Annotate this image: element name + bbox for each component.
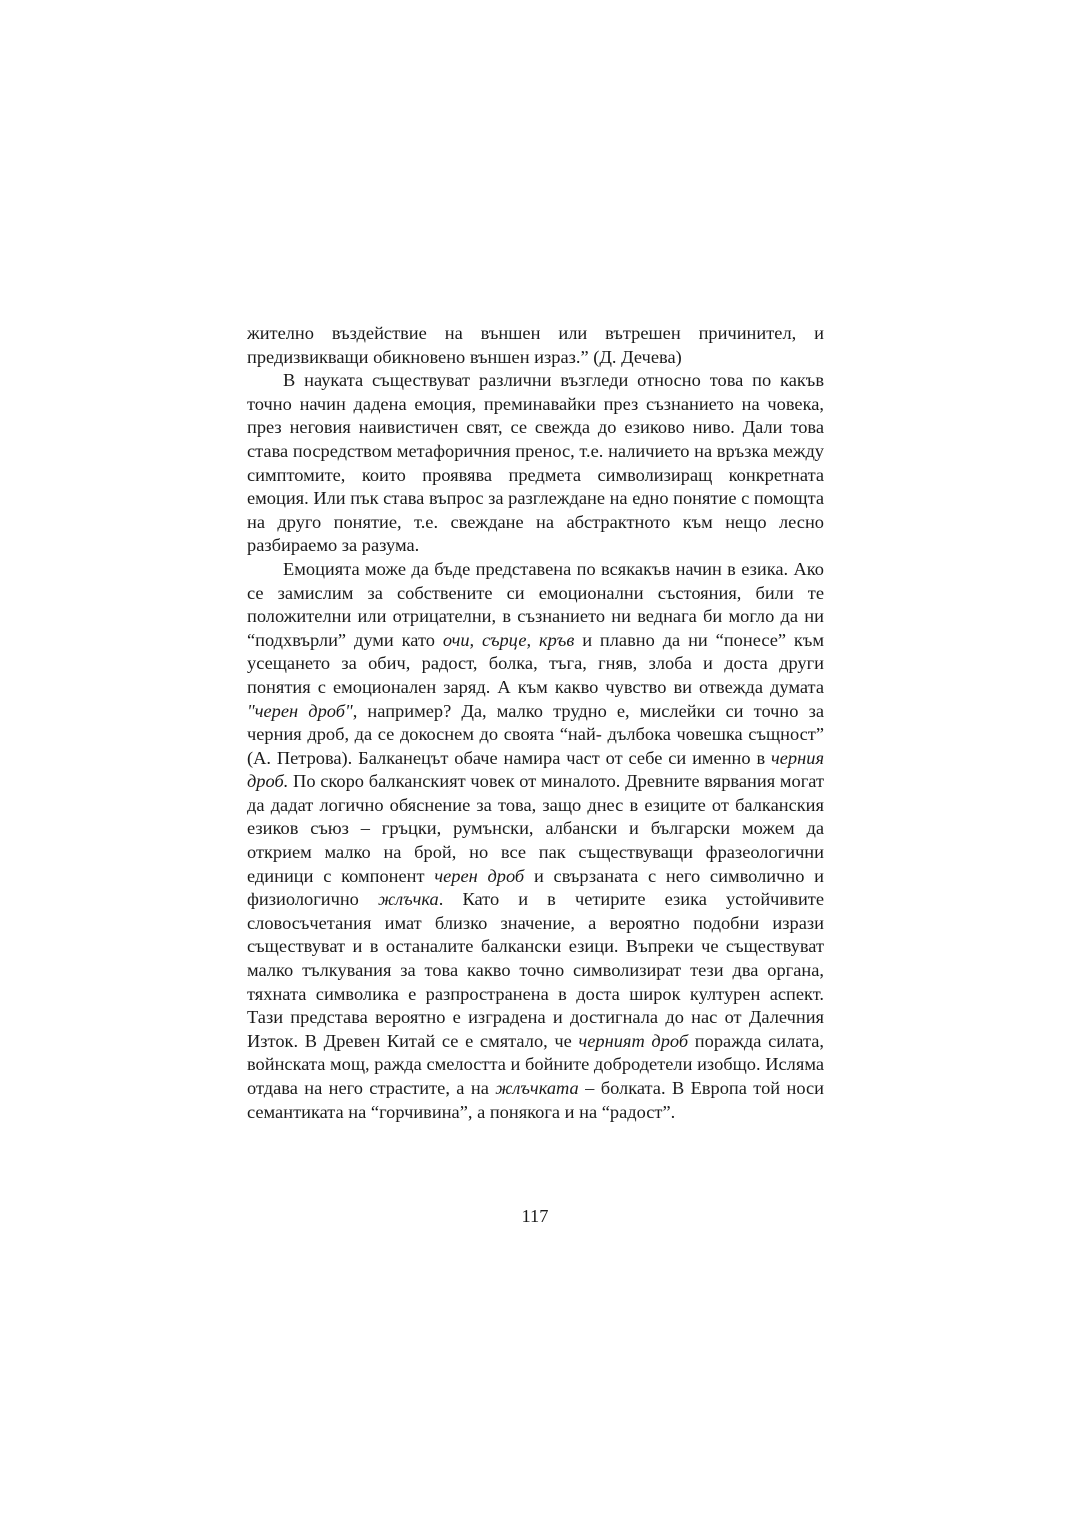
text-run: . Като и в четирите езика устойчивите словосъчетания имат близко значение, а вероятно подобни изрази съществуват и в останалите балкански езици. Въпреки че съществуват малко тълкувания за това какво точно символизират тези два органа, тяхната символика е разпространена в доста широк културен аспект. Тази представа вероятно е изградена и достигнала до нас от Далечния Изток. В Древен Китай се е смятало, че: [247, 889, 824, 1051]
text-run: и свързаната с него символично и физиологично: [247, 865, 824, 910]
italic-run: черният дроб: [578, 1030, 689, 1051]
text-run: По скоро балканският човек от миналото. Древните вярвания могат да дадат логично обяснение за това, защо днес в езиците от балканския езиков съюз – гръцки, румънски, албански и български можем да открием малко на брой, но все пак съществуващи фразеологични единици с компонент: [247, 771, 824, 886]
italic-run: черния дроб.: [247, 747, 824, 792]
text-run: – болката. В Европа той носи семантиката на “горчивина”, а понякога и на “радост”.: [247, 1078, 824, 1122]
paragraph-1: [247, 322, 824, 369]
text-run: жително въздействие на външен или вътрешен причинител, и предизвикващи обикновено външен израз.” (Д. Дечева): [247, 323, 824, 367]
italic-run: жлъчката: [495, 1078, 579, 1098]
italic-run: очи, сърце, кръв: [442, 629, 575, 650]
italic-run: черен дроб: [434, 865, 525, 886]
text-run: поражда силата, войнската мощ, ражда смелостта и бойните добродетели изобщо. Исляма отдава на него страстите, а на: [247, 1030, 824, 1098]
italic-run: "черен дроб": [247, 700, 353, 721]
text-run: В науката съществуват различни възгледи относно това по какъв точно начин дадена емоция, преминавайки през съзнанието на човека, през неговия наивистичен свят, се свежда до езиково ниво. Дали това става посредством метафоричния пренос, т.е. наличието на връзка между симптомите, които проявява предмета символизиращ конкретната емоция. Или пък става въпрос за разглеждане на едно понятие с помощта на друго понятие, т.е. свеждане на абстрактното към нещо лесно разбираемо за разума.: [247, 370, 824, 556]
body-text: [247, 322, 824, 1124]
paragraph-3: [247, 558, 824, 1124]
text-run: , например? Да, малко трудно е, мислейки си точно за черния дроб, да се докоснем до своята “най- дълбока човешка същност” (А. Петрова). Балканецът обаче намира част от себе си именно в: [247, 700, 824, 768]
italic-run: жлъчка: [377, 889, 439, 910]
text-run: Емоцията може да бъде представена по всякакъв начин в езика. Ако се замислим за собствените си емоционални състояния, били те положителни или отрицателни, в съзнанието ни веднага би могло да ни “подхвърли” думи като: [247, 558, 824, 650]
paragraph-2: [247, 369, 824, 558]
text-run: и плавно да ни “понесе” към усещането за обич, радост, болка, тъга, гняв, злоба и доста други понятия с емоционален заряд. А към какво чувство ви отвежда думата: [247, 629, 824, 697]
page-number: 117: [521, 1206, 549, 1226]
